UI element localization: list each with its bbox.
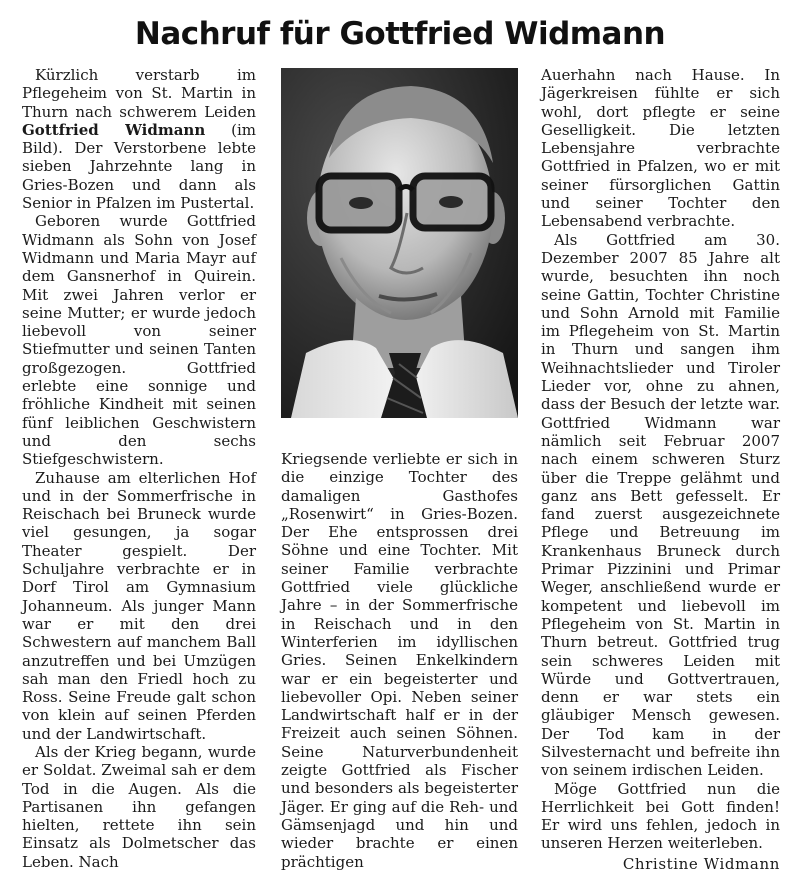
deceased-name: Gottfried Widmann <box>22 120 206 139</box>
paragraph-family: Kriegsende verliebte er sich in die einzige Tochter des damaligen Gasthofes „Rosenwirt“ in Gries-Bozen. Der Ehe entsprossen drei Söhne und eine Tochter. Mit seiner Familie verbrachte Gottfried viele glückliche Jahre – in der Sommerfrische in Reischach und in den Winterferien im idyllischen Gries. Seinen Enkelkindern war er ein begeisterter und liebevoller Opi. Neben seiner Landwirtschaft half er in der Freizeit auch seinen Söhnen. Seine Naturverbundenheit zeigte Gottfried als Fischer und besonders als begeisterter Jäger. Er ging auf die Reh- und Gämsenjagd und hin und wieder brachte er einen prächtigen <box>281 450 518 871</box>
paragraph-final-illness: Als Gottfried am 30. Dezember 2007 85 Jahre alt wurde, besuchten ihn noch seine Gattin, Tochter Christine und Sohn Arnold mit Familie im Pflegeheim von St. Martin in Thurn und sangen ihm Weihnachtslieder und Tiroler Lieder vor, ohne zu ahnen, dass der Besuch der letzte war. Gottfried Widmann war nämlich seit Februar 2007 nach einem schweren Sturz über die Treppe gelähmt und ganz ans Bett gefesselt. Er fand zuerst ausgezeichnete Pflege und Betreuung im Krankenhaus Bruneck durch Primar Pizzinini und Primar Weger, anschließend wurde er kompetent und liebevoll im Pflegeheim von St. Martin in Thurn betreut. Gottfried trug sein schweres Leiden mit Würde und Gottvertrauen, denn er war stets ein gläubiger Mensch gewesen. Der Tod kam in der Silvesternacht und befreite ihn von seinem irdischen Leiden. <box>541 230 780 780</box>
portrait-photo <box>281 68 518 418</box>
paragraph-birth: Geboren wurde Gottfried Widmann als Sohn von Josef Widmann und Maria Mayr auf dem Gansnerhof in Quirein. Mit zwei Jahren verlor er seine Mutter; er wurde jedoch liebevoll von seiner Stiefmutter und seinen Tanten großgezogen. Gottfried erlebte eine sonnige und fröhliche Kindheit mit seinen fünf leiblichen Geschwistern und den sechs Stiefgeschwistern. <box>22 212 256 469</box>
text-column-1 <box>22 66 256 871</box>
portrait-photo-image <box>281 68 518 418</box>
paragraph-intro: Kürzlich verstarb im Pflegeheim von St. Martin in Thurn nach schwerem Leiden Gottfried Widmann (im Bild). Der Verstorbene lebte sieben Jahrzehnte lang in Gries-Bozen und dann als Senior in Pfalzen im Pustertal. <box>22 66 256 213</box>
signature: Christine Widmann <box>622 854 780 873</box>
text-column-3 <box>541 66 780 873</box>
paragraph-farewell: Möge Gottfried nun die Herrlichkeit bei Gott finden! Er wird uns fehlen, jedoch in unseren Herzen weiterleben. <box>541 779 780 853</box>
paragraph-war: Als der Krieg begann, wurde er Soldat. Zweimal sah er dem Tod in die Augen. Als die Partisanen ihn gefangen hielten, rettete ihn sein Einsatz als Dolmetscher das Leben. Nach <box>22 742 256 871</box>
paragraph-later-years: Auerhahn nach Hause. In Jägerkreisen fühlte er sich wohl, dort pflegte er seine Geselligkeit. Die letzten Lebensjahre verbrachte Gottfried in Pfalzen, wo er mit seiner fürsorglichen Gattin und seiner Tochter den Lebensabend verbrachte. <box>541 66 780 231</box>
headline: Nachruf für Gottfried Widmann <box>134 16 666 52</box>
paragraph-youth: Zuhause am elterlichen Hof und in der Sommerfrische in Reischach bei Bruneck wurde viel gesungen, ja sogar Theater gespielt. Der Schuljahre verbrachte er in Dorf Tirol am Gymnasium Johanneum. Als junger Mann war er mit den drei Schwestern auf manchem Ball anzutreffen und bei Umzügen sah man den Friedl hoch zu Ross. Seine Freude galt schon von klein auf seinen Pferden und der Landwirtschaft. <box>22 468 256 743</box>
text-column-2 <box>281 450 518 871</box>
